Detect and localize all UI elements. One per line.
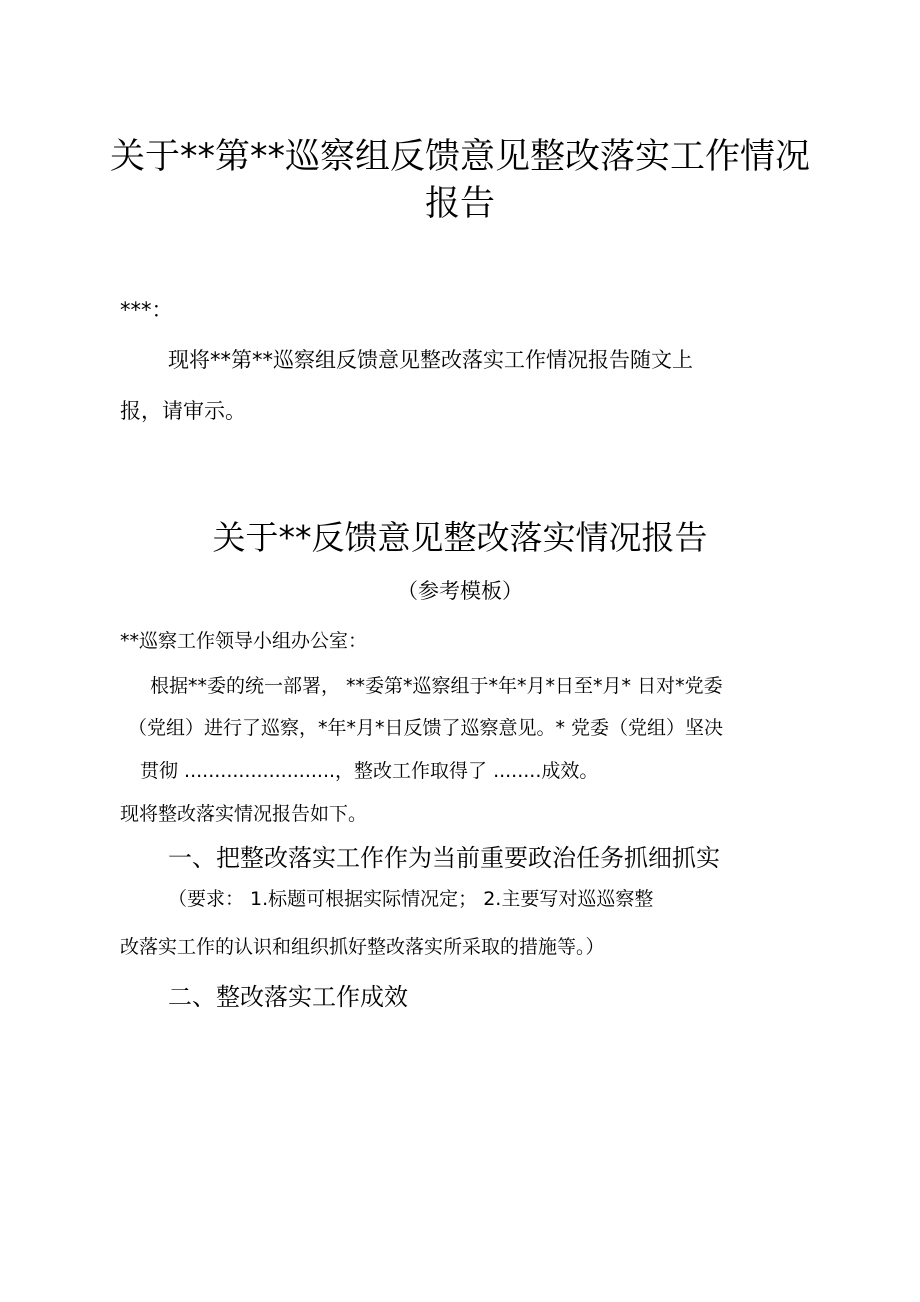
- cover-body-line1: 现将**第**巡察组反馈意见整改落实工作情况报告随文上: [168, 348, 693, 372]
- report-para1-line2: （党组）进行了巡察，*年*月*日反馈了巡察意见。* 党委（党组）坚决: [128, 717, 724, 739]
- section1-note-line2: 改落实工作的认识和组织抓好整改落实所采取的措施等。）: [120, 936, 605, 958]
- report-para1-line1: 根据**委的统一部署， **委第*巡察组于*年*月*日至*月* 日对*党委: [150, 675, 723, 697]
- section2-heading: 二、整改落实工作成效: [168, 983, 408, 1011]
- report-subtitle: （参考模板）: [397, 579, 523, 603]
- section1-note-line1: （要求： 1.标题可根据实际情况定； 2.主要写对巡巡察整: [168, 888, 654, 910]
- section1-heading: 一、把整改落实工作作为当前重要政治任务抓细抓实: [168, 844, 720, 872]
- report-addressee: **巡察工作领导小组办公室：: [120, 630, 368, 652]
- report-para1-line4: 现将整改落实情况报告如下。: [120, 803, 368, 825]
- cover-title-line2: 报告: [424, 184, 495, 224]
- cover-title-line1: 关于**第**巡察组反馈意见整改落实工作情况: [109, 137, 810, 177]
- cover-body-line2: 报，请审示。: [120, 399, 246, 423]
- report-title: 关于**反馈意见整改落实情况报告: [212, 518, 708, 557]
- report-para1-line3: 贯彻 .........................，整改工作取得了 ........成效。: [140, 760, 599, 782]
- cover-salutation: ***：: [120, 298, 173, 322]
